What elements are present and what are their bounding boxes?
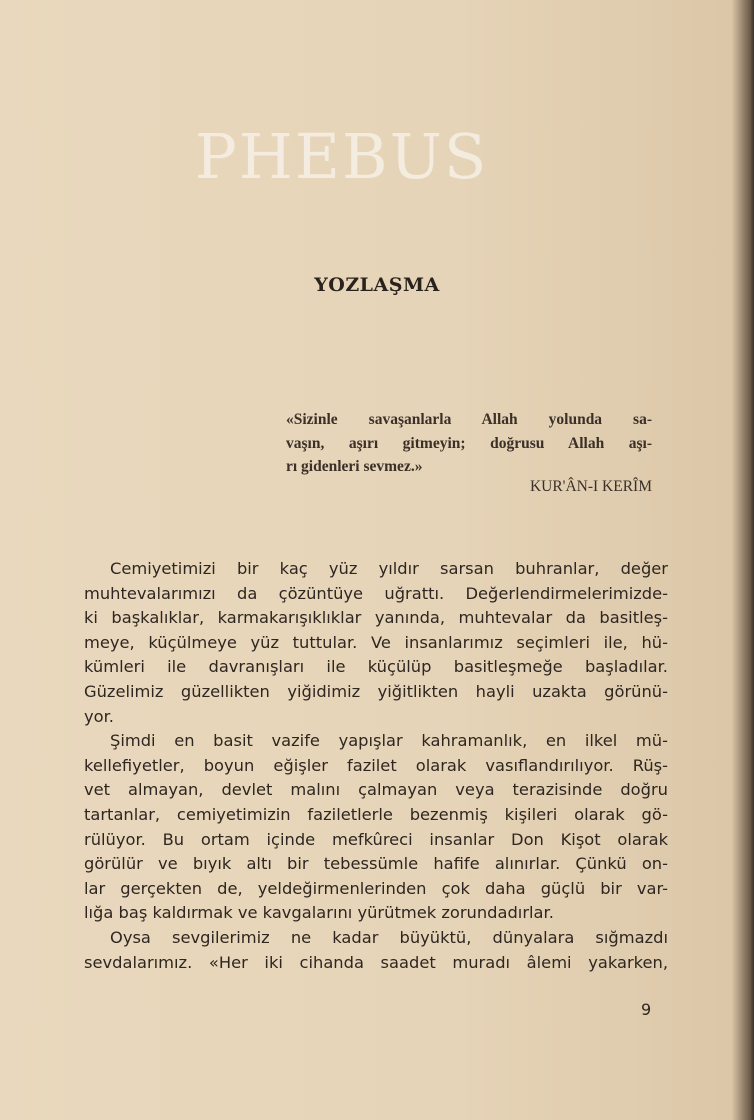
epigraph-source: KUR'ÂN-I KERÎM xyxy=(529,478,652,495)
epigraph xyxy=(286,408,652,479)
text-line: vet almayan, devlet malını çalmayan veya terazisinde doğru xyxy=(84,780,668,800)
chapter-title: YOZLAŞMA xyxy=(314,274,440,296)
text-line: Şimdi en basit vazife yapışlar kahramanlık, en ilkel mü- xyxy=(110,731,668,751)
text-line: Cemiyetimizi bir kaç yüz yıldır sarsan buhranlar, değer xyxy=(110,559,668,578)
epigraph-line: rı gidenleri sevmez.» xyxy=(286,458,423,475)
text-line: rülüyor. Bu ortam içinde mefkûreci insanlar Don Kişot olarak xyxy=(84,829,668,849)
epigraph-line: vaşın, aşırı gitmeyin; doğrusu Allah aşı- xyxy=(286,434,652,452)
text-line: yor. xyxy=(84,706,114,726)
text-line: Güzelimiz güzellikten yiğidimiz yiğitlikten hayli uzakta görünü- xyxy=(84,681,668,701)
text-line: tartanlar, cemiyetimizin faziletlerle bezenmiş kişileri olarak gö- xyxy=(84,804,668,824)
page-number: 9 xyxy=(641,1000,652,1019)
epigraph-line: «Sizinle savaşanlarla Allah yolunda sa- xyxy=(286,411,652,428)
text-line: kellefiyetler, boyun eğişler fazilet olarak vasıflandırılıyor. Rüş- xyxy=(84,755,668,775)
text-line: ki başkalıklar, karmakarışıklıklar yanında, muhtevalar da basitleş- xyxy=(84,608,668,628)
body-text xyxy=(84,557,668,975)
text-line: Oysa sevgilerimiz ne kadar büyüktü, dünyalara sığmazdı xyxy=(110,927,668,947)
text-line: lığa baş kaldırmak ve kavgalarını yürütmek zorundadırlar. xyxy=(84,903,554,923)
text-line: kümleri ile davranışları ile küçülüp basitleşmeğe başladılar. xyxy=(84,657,668,677)
text-line: muhtevalarımızı da çözüntüye uğrattı. Değerlendirmelerimizde- xyxy=(84,583,668,603)
text-line: görülür ve bıyık altı bir tebessümle hafife alınırlar. Çünkü on- xyxy=(84,854,668,874)
text-line: sevdalarımız. «Her iki cihanda saadet muradı âlemi yakarken, xyxy=(84,952,668,972)
text-line: meye, küçülmeye yüz tuttular. Ve insanlarımız seçimleri ile, hü- xyxy=(84,632,668,652)
text-line: lar gerçekten de, yeldeğirmenlerinden çok daha güçlü bir var- xyxy=(84,878,668,898)
watermark: PHEBUS xyxy=(195,120,489,193)
